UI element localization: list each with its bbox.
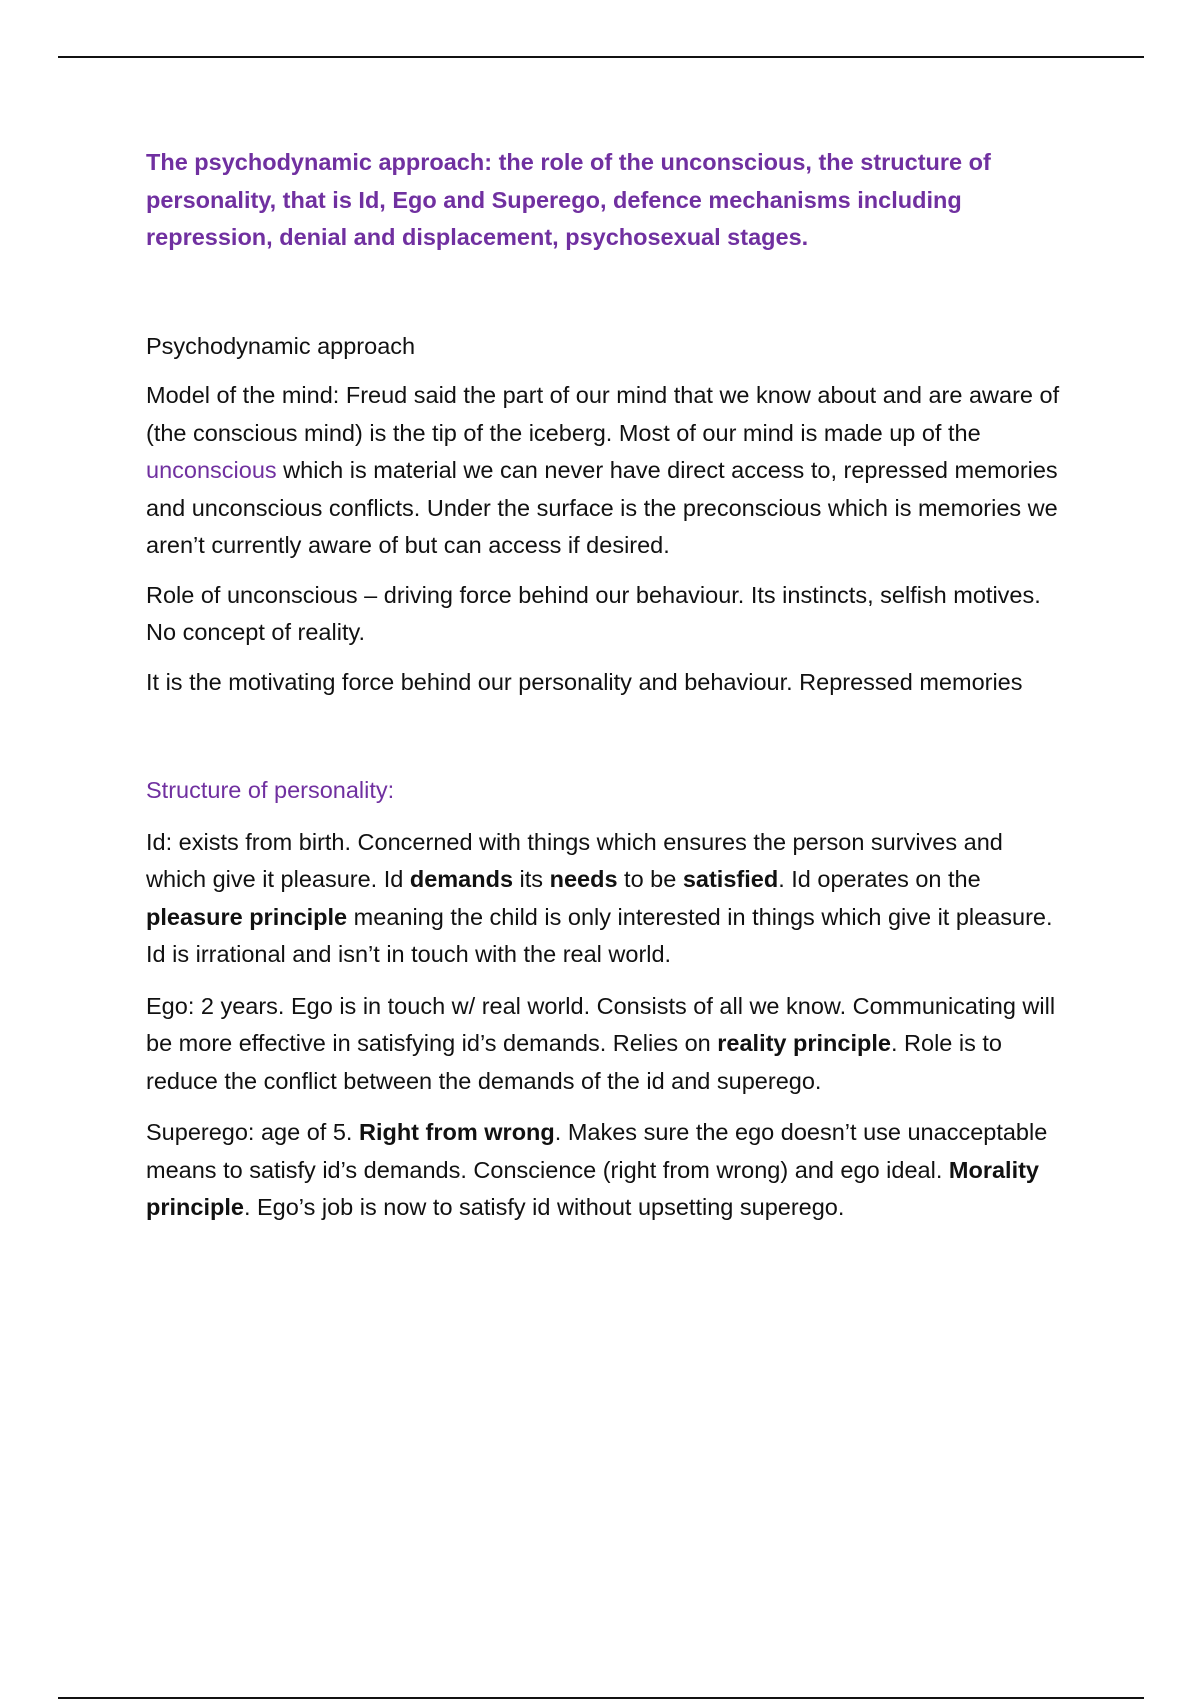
superego-text-2: . Makes sure the ego doesn’t use unacceptable means to satisfy id’s demands. Conscience (right from wrong) and ego ideal.	[146, 1119, 1048, 1183]
superego-text-3: . Ego’s job is now to satisfy id without upsetting superego.	[243, 1194, 845, 1220]
id-text-5: meaning the child is only interested in things which give it pleasure. Id is irrational and isn’t in touch with the real world.	[146, 903, 1053, 967]
id-bold-pleasure-principle: pleasure principle	[146, 903, 348, 930]
ego-text-1: Ego: 2 years. Ego is in touch w/ real world. Consists of all we know. Communicating will be more effective in satisfying id’s demands. Relies on	[146, 992, 1056, 1056]
bottom-rule	[58, 1697, 1144, 1699]
section-title-structure: Structure of personality:	[146, 777, 395, 803]
id-bold-needs: needs	[549, 866, 618, 892]
paragraph-ego	[146, 988, 1066, 1101]
unconscious-highlight: unconscious	[146, 457, 277, 483]
id-text-1: Id: exists from birth. Concerned with things which ensures the person survives and which give it pleasure. Id	[146, 828, 1003, 892]
paragraph-id	[146, 824, 1066, 974]
superego-text-1: Superego: age of 5.	[146, 1119, 359, 1145]
document-body	[146, 144, 1066, 1227]
superego-bold-morality-principle: Morality principle	[146, 1156, 1039, 1220]
id-bold-demands: demands	[409, 866, 514, 892]
paragraph-model-of-mind	[146, 377, 1066, 565]
paragraph-motivating-force: It is the motivating force behind our personality and behaviour. Repressed memories	[146, 668, 1023, 695]
ego-bold-reality-principle: reality principle	[717, 1030, 891, 1056]
id-bold-satisfied: satisfied	[682, 866, 779, 892]
id-text-3: to be	[617, 866, 683, 892]
id-text-2: its	[513, 866, 550, 892]
top-rule	[58, 56, 1144, 58]
section-title-psychodynamic: Psychodynamic approach	[146, 332, 416, 359]
ego-text-2: . Role is to reduce the conflict between the demands of the id and superego.	[146, 1030, 1002, 1094]
paragraph-role-of-unconscious: Role of unconscious – driving force behind our behaviour. Its instincts, selfish motives. No concept of reality.	[146, 581, 1041, 645]
document-heading: The psychodynamic approach: the role of the unconscious, the structure of personality, that is Id, Ego and Superego, defence mechanisms including repression, denial and displacement, psychosexual stages.	[146, 149, 991, 250]
model-of-mind-text-1: Model of the mind: Freud said the part of our mind that we know about and are aware of (the conscious mind) is the tip of the iceberg. Most of our mind is made up of the	[146, 382, 1060, 446]
id-text-4: . Id operates on the	[778, 866, 981, 892]
paragraph-superego	[146, 1114, 1066, 1227]
model-of-mind-text-2: which is material we can never have direct access to, repressed memories and unconscious conflicts. Under the surface is the preconscious which is memories we aren’t currently aware of but can access if desired.	[146, 457, 1058, 558]
superego-bold-right-from-wrong: Right from wrong	[358, 1119, 555, 1145]
